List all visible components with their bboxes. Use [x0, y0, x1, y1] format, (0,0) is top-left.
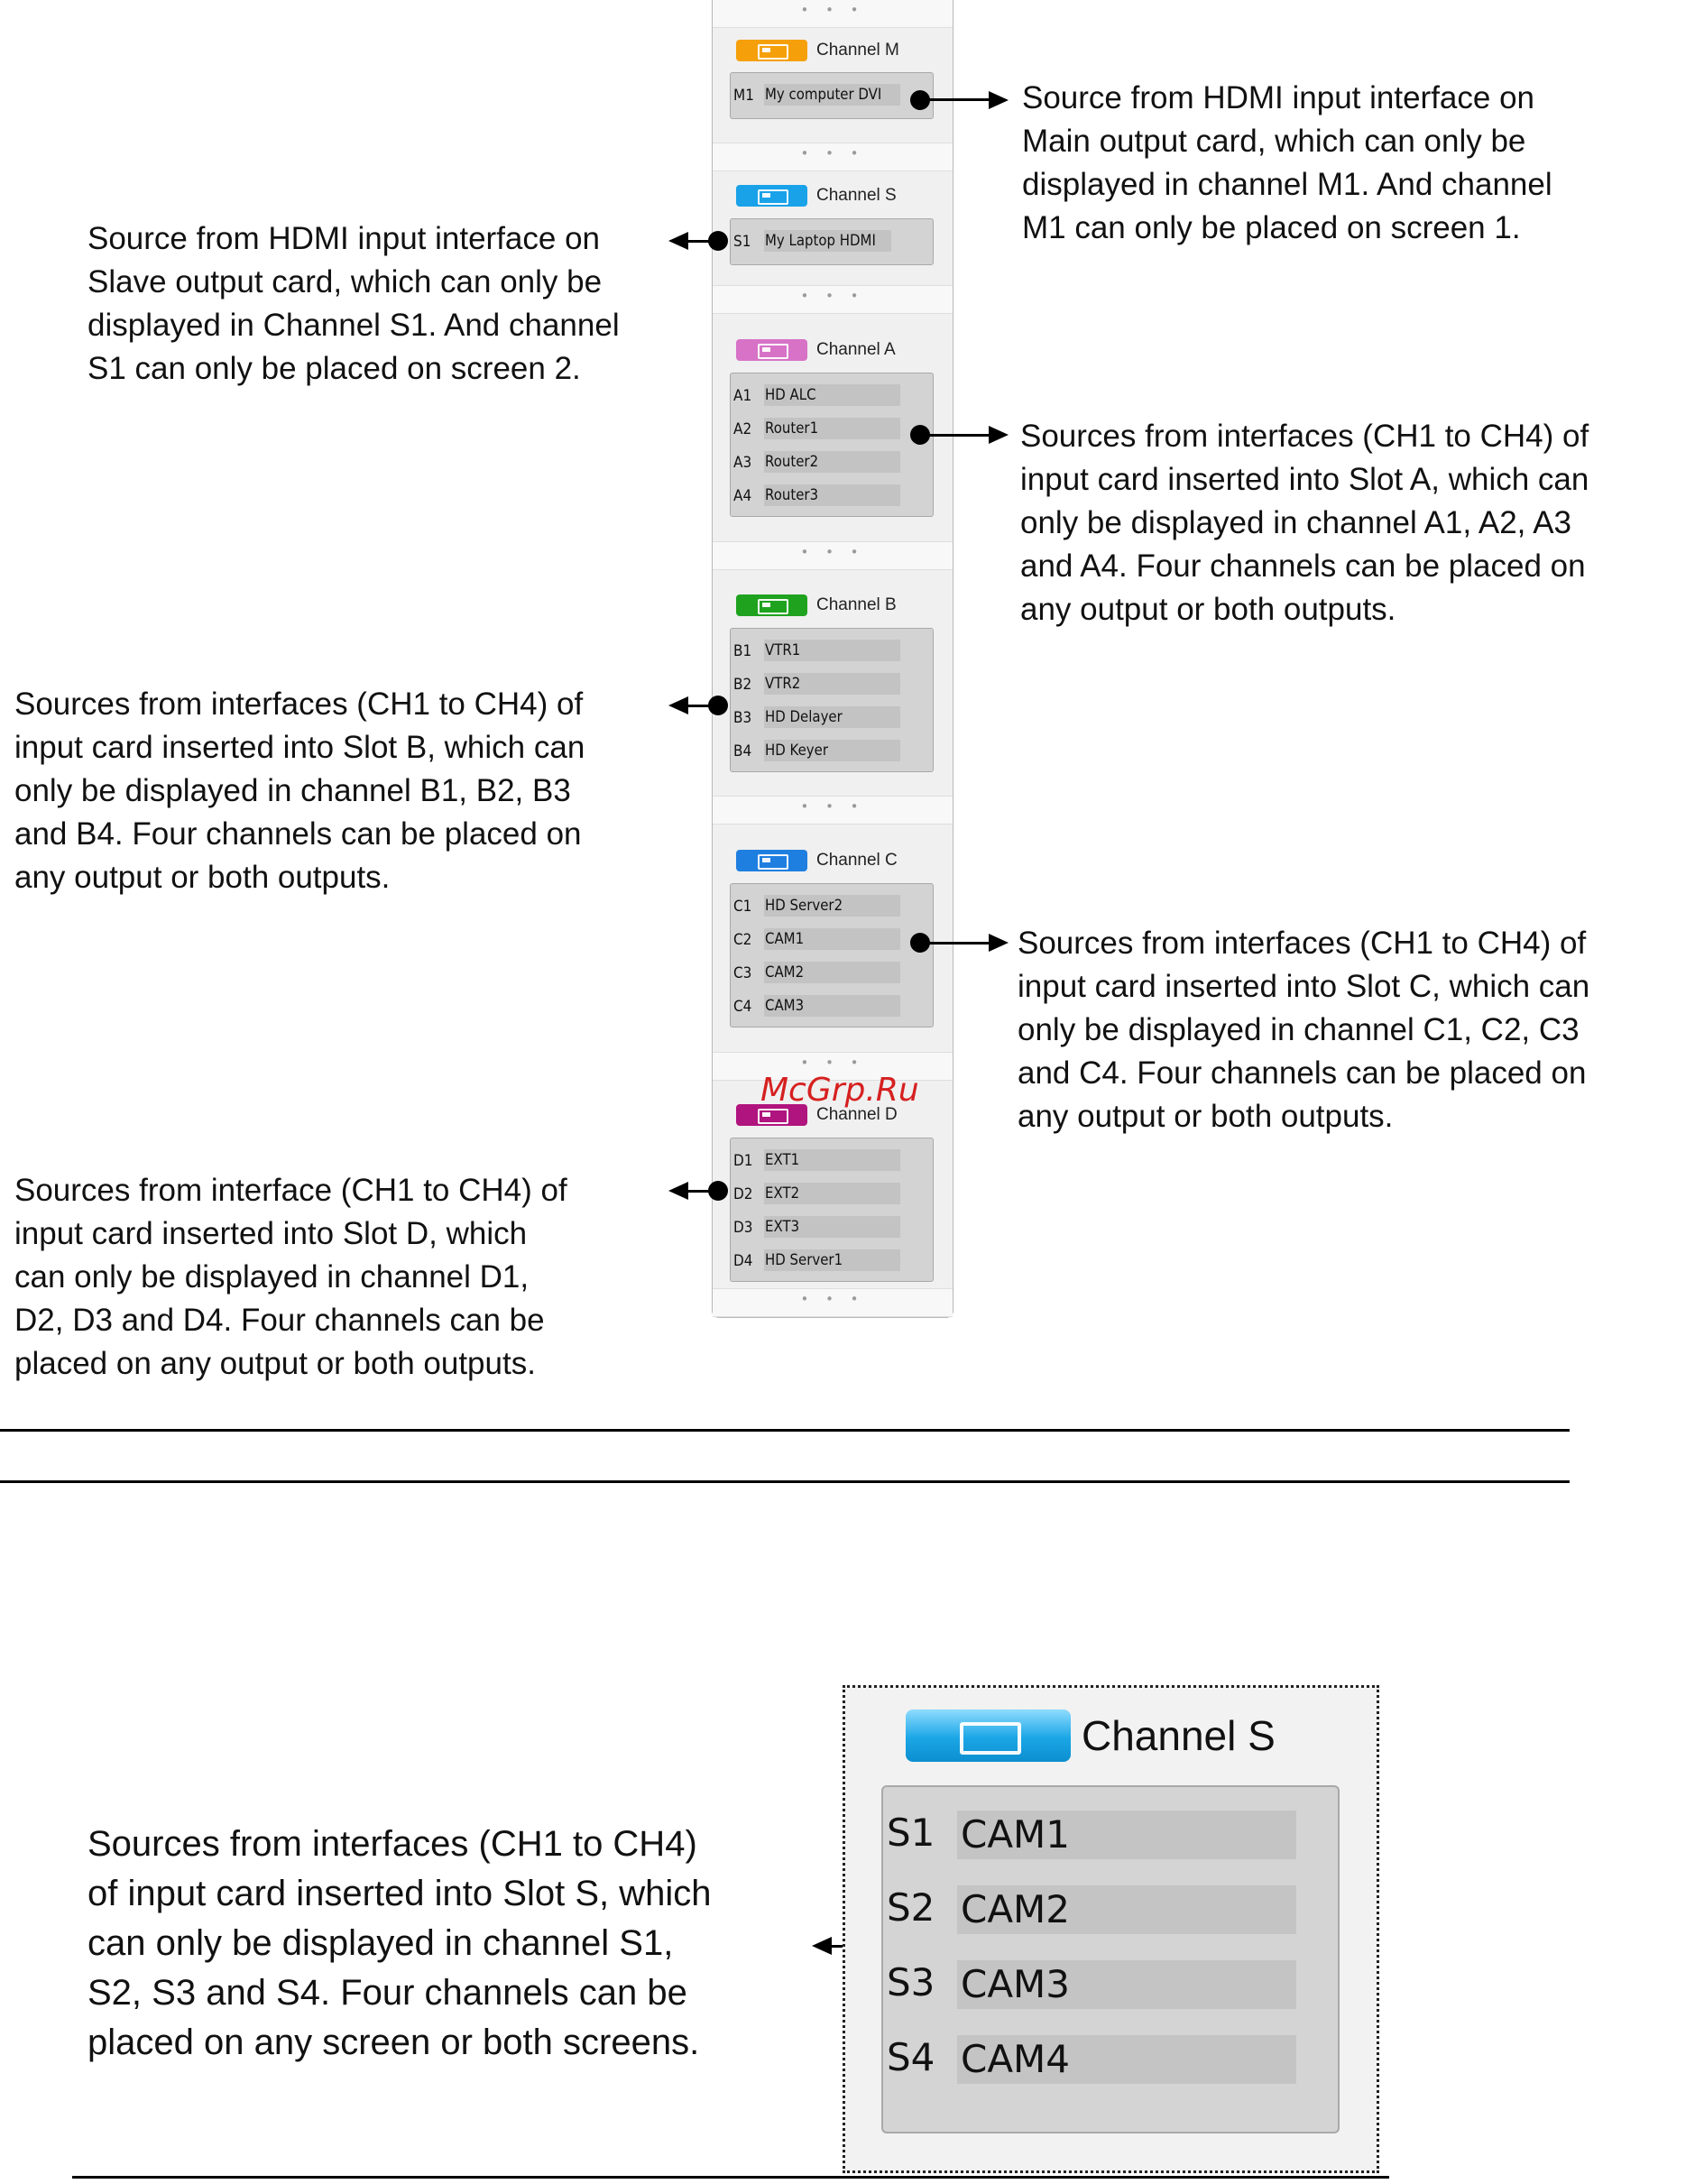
- source-row-d3[interactable]: [731, 1214, 933, 1239]
- source-name: VTR1: [764, 640, 900, 661]
- source-id: C3: [733, 964, 752, 982]
- arrow-left-icon: [668, 1182, 688, 1200]
- monitor-icon: [736, 339, 807, 361]
- note-line: input card inserted into Slot C, which can: [1018, 969, 1590, 1004]
- source-name: HD ALC: [764, 384, 900, 406]
- source-row-a4[interactable]: [731, 483, 933, 508]
- note-line: and B4. Four channels can be placed on: [14, 816, 582, 852]
- source-name: CAM2: [764, 962, 900, 983]
- callout-note-channel-d: [14, 1169, 567, 1386]
- source-name: EXT3: [764, 1216, 900, 1238]
- arrow-right-icon: [989, 934, 1009, 952]
- source-id: M1: [733, 87, 754, 105]
- source-id: A2: [733, 420, 752, 438]
- panel-separator[interactable]: • • •: [713, 285, 953, 314]
- source-name: HD Server1: [764, 1249, 900, 1271]
- callout-arrow-line: [920, 942, 992, 945]
- panel-separator[interactable]: • • •: [713, 1052, 953, 1081]
- monitor-icon: [736, 40, 807, 61]
- arrow-left-icon: [668, 232, 688, 250]
- source-row-a1[interactable]: [731, 382, 933, 408]
- channel-a-source-list: [730, 373, 934, 517]
- monitor-icon: [736, 185, 807, 207]
- source-row-b4[interactable]: [731, 738, 933, 763]
- note-line: Source from HDMI input interface on: [1022, 80, 1535, 115]
- channel-label: Channel B: [816, 595, 897, 614]
- source-name: My Laptop HDMI: [764, 230, 891, 252]
- source-id: D3: [733, 1219, 753, 1237]
- arrow-right-icon: [989, 426, 1009, 444]
- note-line: Sources from interfaces (CH1 to CH4) of: [14, 687, 584, 722]
- note-line: any output or both outputs.: [14, 860, 391, 895]
- channel-a-header[interactable]: [713, 333, 953, 365]
- note-line: Sources from interfaces (CH1 to CH4) of: [1020, 419, 1589, 454]
- note-line: only be displayed in channel A1, A2, A3: [1020, 505, 1572, 540]
- channel-m-header[interactable]: [713, 33, 953, 66]
- source-id: D2: [733, 1185, 753, 1203]
- note-line: placed on any screen or both screens.: [88, 2023, 700, 2062]
- source-id: C4: [733, 998, 752, 1016]
- callout-note-channel-c: [1018, 922, 1589, 1138]
- source-row-c4[interactable]: [731, 993, 933, 1018]
- note-line: S1 can only be placed on screen 2.: [88, 351, 581, 386]
- channel-label: Channel C: [816, 851, 898, 870]
- source-name: HD Server2: [764, 895, 900, 917]
- channel-label: Channel D: [816, 1105, 898, 1124]
- source-row-s3[interactable]: [883, 1944, 1338, 2018]
- divider: [0, 1429, 1570, 1432]
- source-id: B1: [733, 642, 752, 660]
- note-line: only be displayed in channel C1, C2, C3: [1018, 1012, 1580, 1047]
- note-line: Sources from interfaces (CH1 to CH4) of: [1018, 926, 1587, 961]
- note-line: of input card inserted into Slot S, which: [88, 1874, 712, 1913]
- divider: [0, 1480, 1570, 1483]
- callout-arrow-line: [686, 1190, 714, 1193]
- source-row-s2[interactable]: [883, 1869, 1338, 1943]
- note-line: displayed in Channel S1. And channel: [88, 308, 620, 343]
- source-id: S3: [887, 1960, 935, 2004]
- callout-arrow-line: [686, 240, 714, 243]
- note-line: any output or both outputs.: [1018, 1099, 1394, 1134]
- note-line: any output or both outputs.: [1020, 592, 1396, 627]
- source-name: Router3: [764, 484, 900, 506]
- source-id: B2: [733, 676, 752, 694]
- source-name: CAM4: [957, 2035, 1296, 2084]
- note-line: only be displayed in channel B1, B2, B3: [14, 773, 571, 808]
- channel-label: Channel S: [1082, 1712, 1276, 1759]
- divider: [72, 2176, 1389, 2179]
- channel-b-source-list: [730, 628, 934, 772]
- source-name: CAM3: [957, 1960, 1296, 2009]
- callout-note-channel-a: [1020, 415, 1589, 631]
- source-id: A3: [733, 454, 752, 472]
- source-id: A4: [733, 487, 752, 505]
- source-name: CAM2: [957, 1885, 1296, 1934]
- source-name: Router1: [764, 418, 900, 439]
- channel-s-enlarged-panel: [843, 1685, 1379, 2173]
- watermark: McGrp.Ru: [760, 1072, 919, 1109]
- note-line: M1 can only be placed on screen 1.: [1022, 210, 1521, 245]
- source-id: D1: [733, 1152, 753, 1170]
- note-line: D2, D3 and D4. Four channels can be: [14, 1303, 545, 1338]
- note-line: Sources from interfaces (CH1 to CH4): [88, 1824, 697, 1864]
- source-row-b3[interactable]: [731, 705, 933, 730]
- source-name: Router2: [764, 451, 900, 473]
- callout-note-slot-s: [88, 1820, 711, 2068]
- channel-d-source-list: [730, 1138, 934, 1282]
- channel-s-source-list: [881, 1785, 1340, 2133]
- source-id: C2: [733, 931, 752, 949]
- source-row-a3[interactable]: [731, 449, 933, 475]
- source-name: VTR2: [764, 673, 900, 695]
- channel-label: Channel A: [816, 340, 896, 359]
- channel-c-source-list: [730, 883, 934, 1027]
- channel-label: Channel S: [816, 186, 897, 205]
- monitor-icon: [736, 594, 807, 616]
- source-id: S1: [733, 233, 751, 251]
- source-row-s4[interactable]: [883, 2019, 1338, 2093]
- channel-s-header[interactable]: [713, 179, 953, 211]
- source-id: B3: [733, 709, 752, 727]
- note-line: Main output card, which can only be: [1022, 124, 1526, 159]
- source-id: A1: [733, 387, 752, 405]
- source-id: B4: [733, 742, 752, 760]
- panel-separator[interactable]: • • •: [713, 1288, 953, 1317]
- source-row-d4[interactable]: [731, 1248, 933, 1273]
- channel-m-source-list: [730, 72, 934, 119]
- source-row-s1[interactable]: [883, 1794, 1338, 1868]
- source-name: CAM1: [764, 928, 900, 950]
- channel-label: Channel M: [816, 41, 899, 60]
- monitor-icon: [736, 850, 807, 871]
- note-line: input card inserted into Slot B, which can: [14, 730, 585, 765]
- note-line: placed on any output or both outputs.: [14, 1346, 536, 1381]
- note-line: Slave output card, which can only be: [88, 264, 603, 299]
- source-row-b1[interactable]: [731, 638, 933, 663]
- panel-separator[interactable]: • • •: [713, 541, 953, 570]
- callout-note-channel-b: [14, 683, 585, 899]
- note-line: can only be displayed in channel S1,: [88, 1923, 674, 1963]
- callout-arrow-line: [920, 98, 992, 101]
- source-row-a2[interactable]: [731, 416, 933, 441]
- panel-separator[interactable]: • • •: [713, 143, 953, 171]
- panel-separator[interactable]: • • •: [713, 0, 953, 28]
- source-row-d2[interactable]: [731, 1181, 933, 1206]
- channel-list-panel: [712, 0, 953, 1318]
- channel-s-source-list: [730, 218, 934, 265]
- callout-arrow-line: [920, 434, 992, 437]
- source-row-m1[interactable]: [731, 82, 933, 107]
- note-line: S2, S3 and S4. Four channels can be: [88, 1973, 687, 2013]
- note-line: and A4. Four channels can be placed on: [1020, 548, 1586, 584]
- note-line: input card inserted into Slot D, which: [14, 1216, 528, 1251]
- source-name: EXT1: [764, 1149, 900, 1171]
- callout-note-channel-m: [1022, 77, 1552, 250]
- source-name: HD Keyer: [764, 740, 900, 761]
- source-name: CAM1: [957, 1811, 1296, 1859]
- note-line: can only be displayed in channel D1,: [14, 1259, 530, 1295]
- note-line: input card inserted into Slot A, which can: [1020, 462, 1589, 497]
- callout-arrow-line: [686, 705, 714, 707]
- source-name: CAM3: [764, 995, 900, 1017]
- source-row-s1[interactable]: [731, 228, 933, 253]
- monitor-icon[interactable]: [906, 1709, 1071, 1762]
- arrow-right-icon: [989, 91, 1009, 109]
- note-line: and C4. Four channels can be placed on: [1018, 1055, 1587, 1091]
- source-row-d1[interactable]: [731, 1147, 933, 1173]
- source-id: C1: [733, 898, 752, 916]
- note-line: Source from HDMI input interface on: [88, 221, 601, 256]
- source-id: D4: [733, 1252, 753, 1270]
- panel-separator[interactable]: • • •: [713, 796, 953, 825]
- source-id: S2: [887, 1885, 935, 1930]
- note-line: displayed in channel M1. And channel: [1022, 167, 1552, 202]
- channel-c-header[interactable]: [713, 843, 953, 876]
- source-row-b2[interactable]: [731, 671, 933, 696]
- source-id: S1: [887, 1811, 935, 1855]
- callout-note-channel-s: [88, 217, 620, 391]
- source-name: My computer DVI: [764, 84, 900, 106]
- source-name: HD Delayer: [764, 706, 900, 728]
- source-row-c1[interactable]: [731, 893, 933, 918]
- source-row-c3[interactable]: [731, 960, 933, 985]
- note-line: Sources from interface (CH1 to CH4) of: [14, 1173, 567, 1208]
- source-name: EXT2: [764, 1183, 900, 1204]
- source-id: S4: [887, 2035, 935, 2079]
- arrow-left-icon: [668, 696, 688, 714]
- source-row-c2[interactable]: [731, 926, 933, 952]
- channel-b-header[interactable]: [713, 588, 953, 621]
